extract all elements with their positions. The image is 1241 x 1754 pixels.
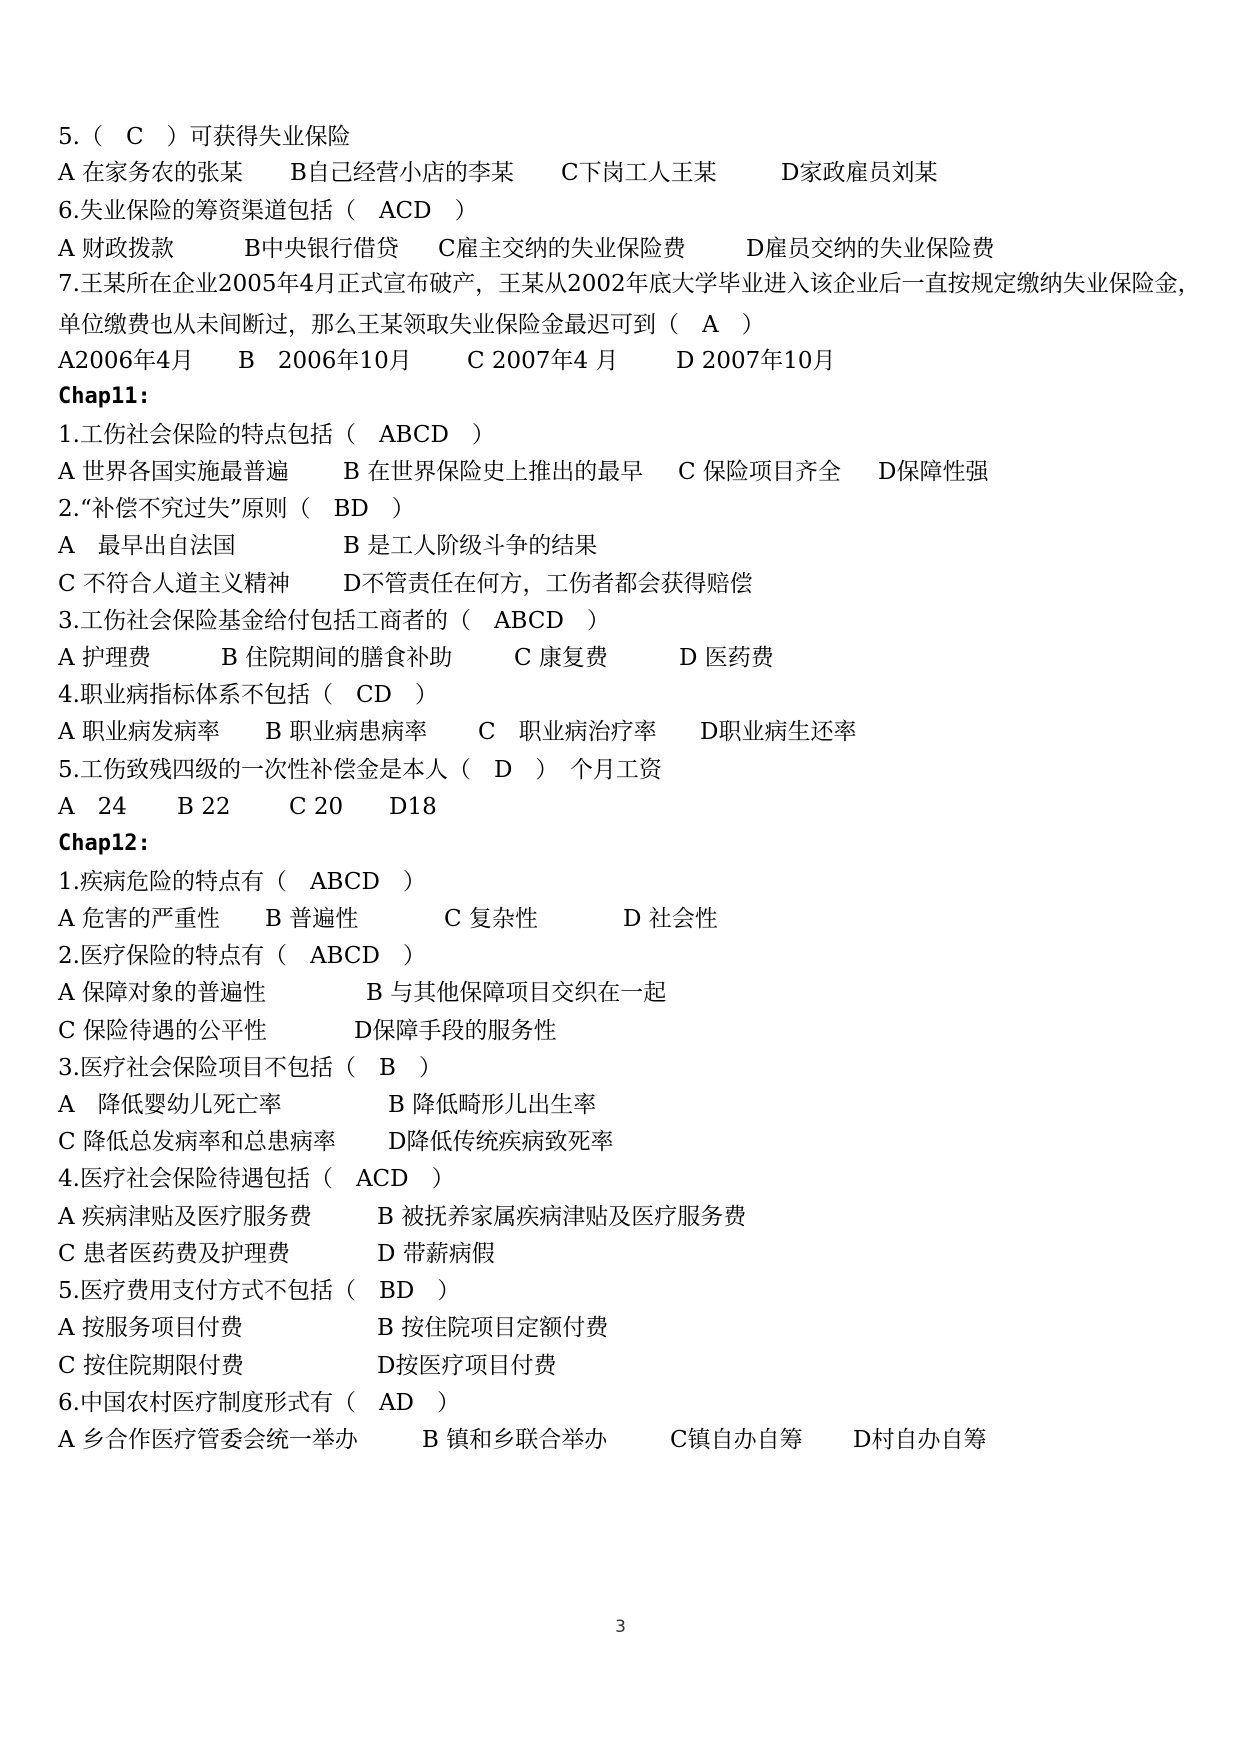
- option-b: B 是工人阶级斗争的结果: [343, 533, 598, 559]
- option-d: D保障性强: [878, 459, 989, 485]
- question-2-no-fault: 2.“补偿不究过失”原则（ BD ）: [58, 496, 415, 522]
- option-a: A 降低婴幼儿死亡率: [58, 1092, 282, 1118]
- option-b: B 被抚养家属疾病津贴及医疗服务费: [377, 1204, 747, 1230]
- option-a: A 财政拨款: [58, 236, 174, 262]
- question-3-fund-payment: 3.工伤社会保险基金给付包括工商者的（ ABCD ）: [58, 608, 610, 634]
- option-d: D降低传统疾病致死率: [388, 1129, 614, 1155]
- question-4-medical-benefits: 4.医疗社会保险待遇包括（ ACD ）: [58, 1166, 455, 1192]
- option-d: D 社会性: [623, 906, 718, 932]
- option-d: D18: [389, 794, 437, 820]
- page-number: 3: [615, 1617, 626, 1637]
- question-2-medical-insurance: 2.医疗保险的特点有（ ABCD ）: [58, 943, 426, 969]
- option-b: B 与其他保障项目交织在一起: [366, 980, 667, 1006]
- option-b: B 22: [177, 794, 231, 820]
- option-a: A 乡合作医疗管委会统一举办: [58, 1427, 358, 1453]
- option-c: C下岗工人王某: [561, 160, 717, 186]
- question-5-unemployment: 5.（ C ）可获得失业保险: [58, 124, 351, 150]
- option-c: C 按住院期限付费: [58, 1353, 244, 1379]
- question-5-disability: 5.工伤致残四级的一次性补偿金是本人（ D ） 个月工资: [58, 757, 662, 783]
- option-c: C 职业病治疗率: [478, 719, 657, 745]
- option-c: C 20: [289, 794, 344, 820]
- option-d: D雇员交纳的失业保险费: [746, 236, 995, 262]
- option-a: A 保障对象的普遍性: [58, 980, 266, 1006]
- option-b: B中央银行借贷: [244, 236, 399, 262]
- option-d: D保障手段的服务性: [354, 1018, 557, 1044]
- option-a: A 疾病津贴及医疗服务费: [58, 1204, 312, 1230]
- options-row: [58, 1425, 987, 1605]
- option-d: D村自办自筹: [853, 1427, 987, 1453]
- option-c: C 不符合人道主义精神: [58, 571, 290, 597]
- option-a: A 护理费: [58, 645, 151, 671]
- option-c: C 复杂性: [444, 906, 538, 932]
- question-7-bankruptcy: 7.王某所在企业2005年4月正式宣布破产，王某从2002年底大学毕业进入该企业后一直按规定缴纳失业保险金，单位缴费也从未间断过，那么王某领取失业保险金最迟可到（ A ）: [58, 271, 1201, 338]
- option-a: A 世界各国实施最普遍: [58, 459, 289, 485]
- option-b: B 普遍性: [265, 906, 359, 932]
- option-c: C镇自办自筹: [670, 1427, 803, 1453]
- option-d: D 带薪病假: [377, 1241, 495, 1267]
- option-a: A 最早出自法国: [58, 533, 236, 559]
- question-3-medical-items: 3.医疗社会保险项目不包括（ B ）: [58, 1055, 442, 1081]
- option-a: A 24: [58, 794, 127, 820]
- chapter-heading-12: Chap12:: [58, 831, 151, 856]
- option-d: D不管责任在何方，工伤者都会获得赔偿: [343, 571, 753, 597]
- option-d: D 医药费: [679, 645, 774, 671]
- option-b: B 在世界保险史上推出的最早: [343, 459, 644, 485]
- option-b: B 2006年10月: [238, 348, 412, 374]
- option-d: D职业病生还率: [700, 719, 857, 745]
- option-b: B 住院期间的膳食补助: [221, 645, 453, 671]
- option-a: A 职业病发病率: [58, 719, 220, 745]
- option-c: C 患者医药费及护理费: [58, 1241, 290, 1267]
- question-1-disease-risk: 1.疾病危险的特点有（ ABCD ）: [58, 869, 426, 895]
- option-c: C 2007年4 月: [467, 348, 619, 374]
- option-a: A 在家务农的张某: [58, 160, 243, 186]
- option-b: B 降低畸形儿出生率: [388, 1092, 597, 1118]
- option-d: D家政雇员刘某: [781, 160, 938, 186]
- question-6-rural-medical: 6.中国农村医疗制度形式有（ AD ）: [58, 1390, 460, 1416]
- question-5-payment-methods: 5.医疗费用支付方式不包括（ BD ）: [58, 1278, 461, 1304]
- option-a: A 按服务项目付费: [58, 1315, 243, 1341]
- option-c: C 降低总发病率和总患病率: [58, 1129, 336, 1155]
- option-d: D 2007年10月: [676, 348, 836, 374]
- option-a: A 危害的严重性: [58, 906, 220, 932]
- option-a: A2006年4月: [58, 348, 194, 374]
- option-c: C雇主交纳的失业保险费: [438, 236, 686, 262]
- question-4-occupational-disease: 4.职业病指标体系不包括（ CD ）: [58, 682, 438, 708]
- option-d: D按医疗项目付费: [377, 1353, 557, 1379]
- question-6-funding: 6.失业保险的筹资渠道包括（ ACD ）: [58, 198, 478, 224]
- chapter-heading-11: Chap11:: [58, 384, 151, 409]
- option-b: B 镇和乡联合举办: [422, 1427, 608, 1453]
- option-b: B 职业病患病率: [265, 719, 428, 745]
- question-1-work-injury: 1.工伤社会保险的特点包括（ ABCD ）: [58, 422, 495, 448]
- option-b: B自己经营小店的李某: [290, 160, 514, 186]
- option-c: C 保险待遇的公平性: [58, 1018, 267, 1044]
- option-c: C 保险项目齐全: [678, 459, 841, 485]
- option-c: C 康复费: [514, 645, 608, 671]
- option-b: B 按住院项目定额付费: [377, 1315, 609, 1341]
